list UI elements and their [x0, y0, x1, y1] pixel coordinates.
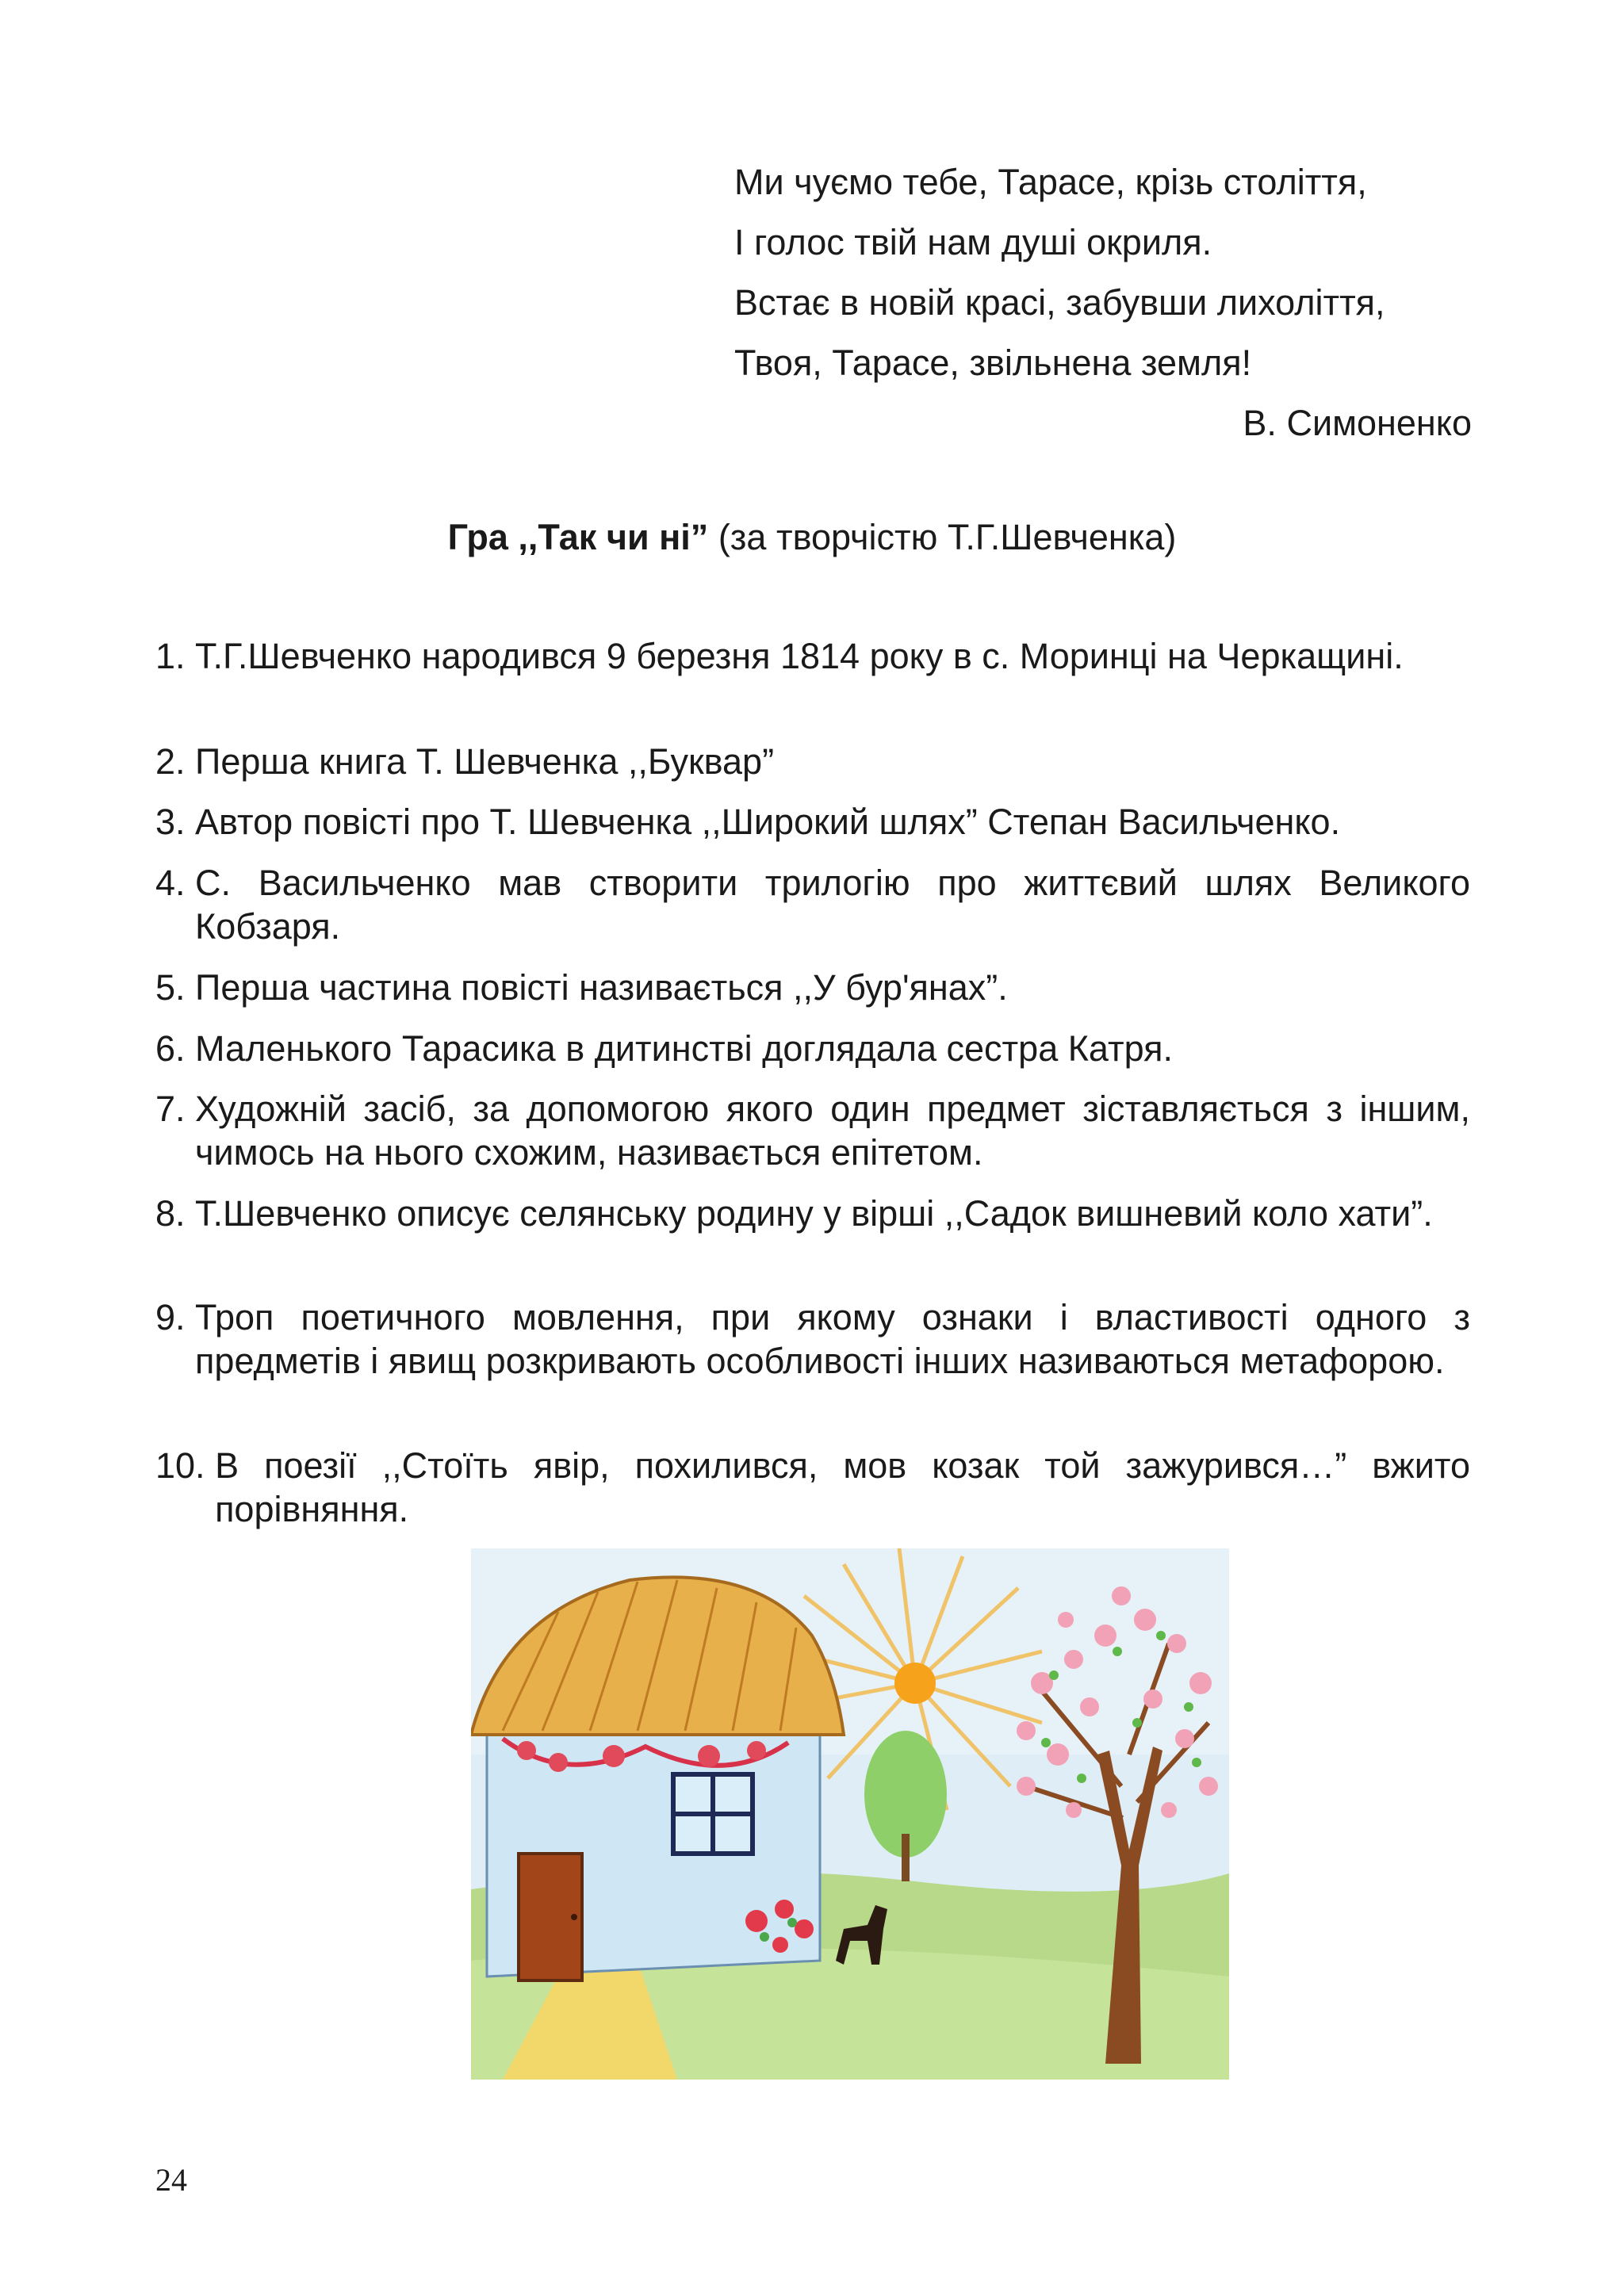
list-item [155, 634, 1470, 678]
list-item-number: 2. [155, 741, 196, 782]
list-item [155, 800, 1470, 844]
list-item-text: Маленького Тарасика в дитинстві доглядала сестра Катря. [195, 1028, 1173, 1069]
poem-line: Твоя, Тарасе, звільнена земля! [734, 342, 1252, 383]
poem-line: І голос твій нам душі окриля. [734, 222, 1212, 262]
list-item-number: 1. [155, 636, 196, 676]
list-item-text: В поезії ,,Стоїть явір, похилився, мов козак той зажурився…” вжито порівняння. [215, 1445, 1470, 1529]
list-item-text: Троп поетичного мовлення, при якому ознаки і властивості одного з предметів і явищ розкривають особливості інших називаються метафорою. [195, 1297, 1470, 1381]
list-item [155, 1027, 1470, 1070]
list-item [155, 1192, 1470, 1235]
list-item [155, 861, 1470, 948]
house-drawing-svg [471, 1548, 1229, 2080]
list-item-number: 4. [155, 863, 196, 903]
list-item-number: 6. [155, 1028, 196, 1069]
page-number: 24 [155, 2162, 187, 2198]
poem-epigraph [734, 152, 1472, 453]
poem-line: Ми чуємо тебе, Тарасе, крізь століття, [734, 162, 1367, 202]
list-item-number: 10. [155, 1445, 216, 1486]
list-item-text: Т.Г.Шевченко народився 9 березня 1814 року в с. Моринці на Черкащині. [195, 636, 1404, 676]
list-item-text: Т.Шевченко описує селянську родину у вірші ,,Садок вишневий коло хати”. [195, 1193, 1433, 1234]
list-item-number: 7. [155, 1089, 196, 1129]
section-title [0, 514, 1624, 561]
poem-line: Встає в новій красі, забувши лихоліття, [734, 282, 1385, 323]
section-title-bold: Гра ,,Так чи ні” [447, 517, 709, 557]
list-item-number: 8. [155, 1193, 196, 1234]
list-item-number: 9. [155, 1297, 196, 1337]
poem-author: В. Симоненко [1243, 403, 1472, 443]
list-item-text: Автор повісті про Т. Шевченка ,,Широкий шлях” Степан Васильченко. [195, 802, 1341, 842]
house-drawing [471, 1548, 1229, 2080]
list-item-text: С. Васильченко мав створити трилогію про життєвий шлях Великого Кобзаря. [195, 863, 1470, 947]
section-title-rest: (за творчістю Т.Г.Шевченка) [708, 517, 1177, 557]
list-item [155, 966, 1470, 1009]
list-item-text: Художній засіб, за допомогою якого один предмет зіставляється з іншим, чимось на нього схожим, називається епітетом. [195, 1089, 1470, 1173]
list-item [155, 1295, 1470, 1383]
list-item [155, 740, 1470, 783]
list-item [155, 1087, 1470, 1174]
list-item-number: 3. [155, 802, 196, 842]
list-item [155, 1444, 1470, 1531]
list-item-text: Перша книга Т. Шевченка ,,Буквар” [195, 741, 775, 782]
list-item-number: 5. [155, 967, 196, 1008]
list-item-text: Перша частина повісті називається ,,У бур'янах”. [195, 967, 1008, 1008]
